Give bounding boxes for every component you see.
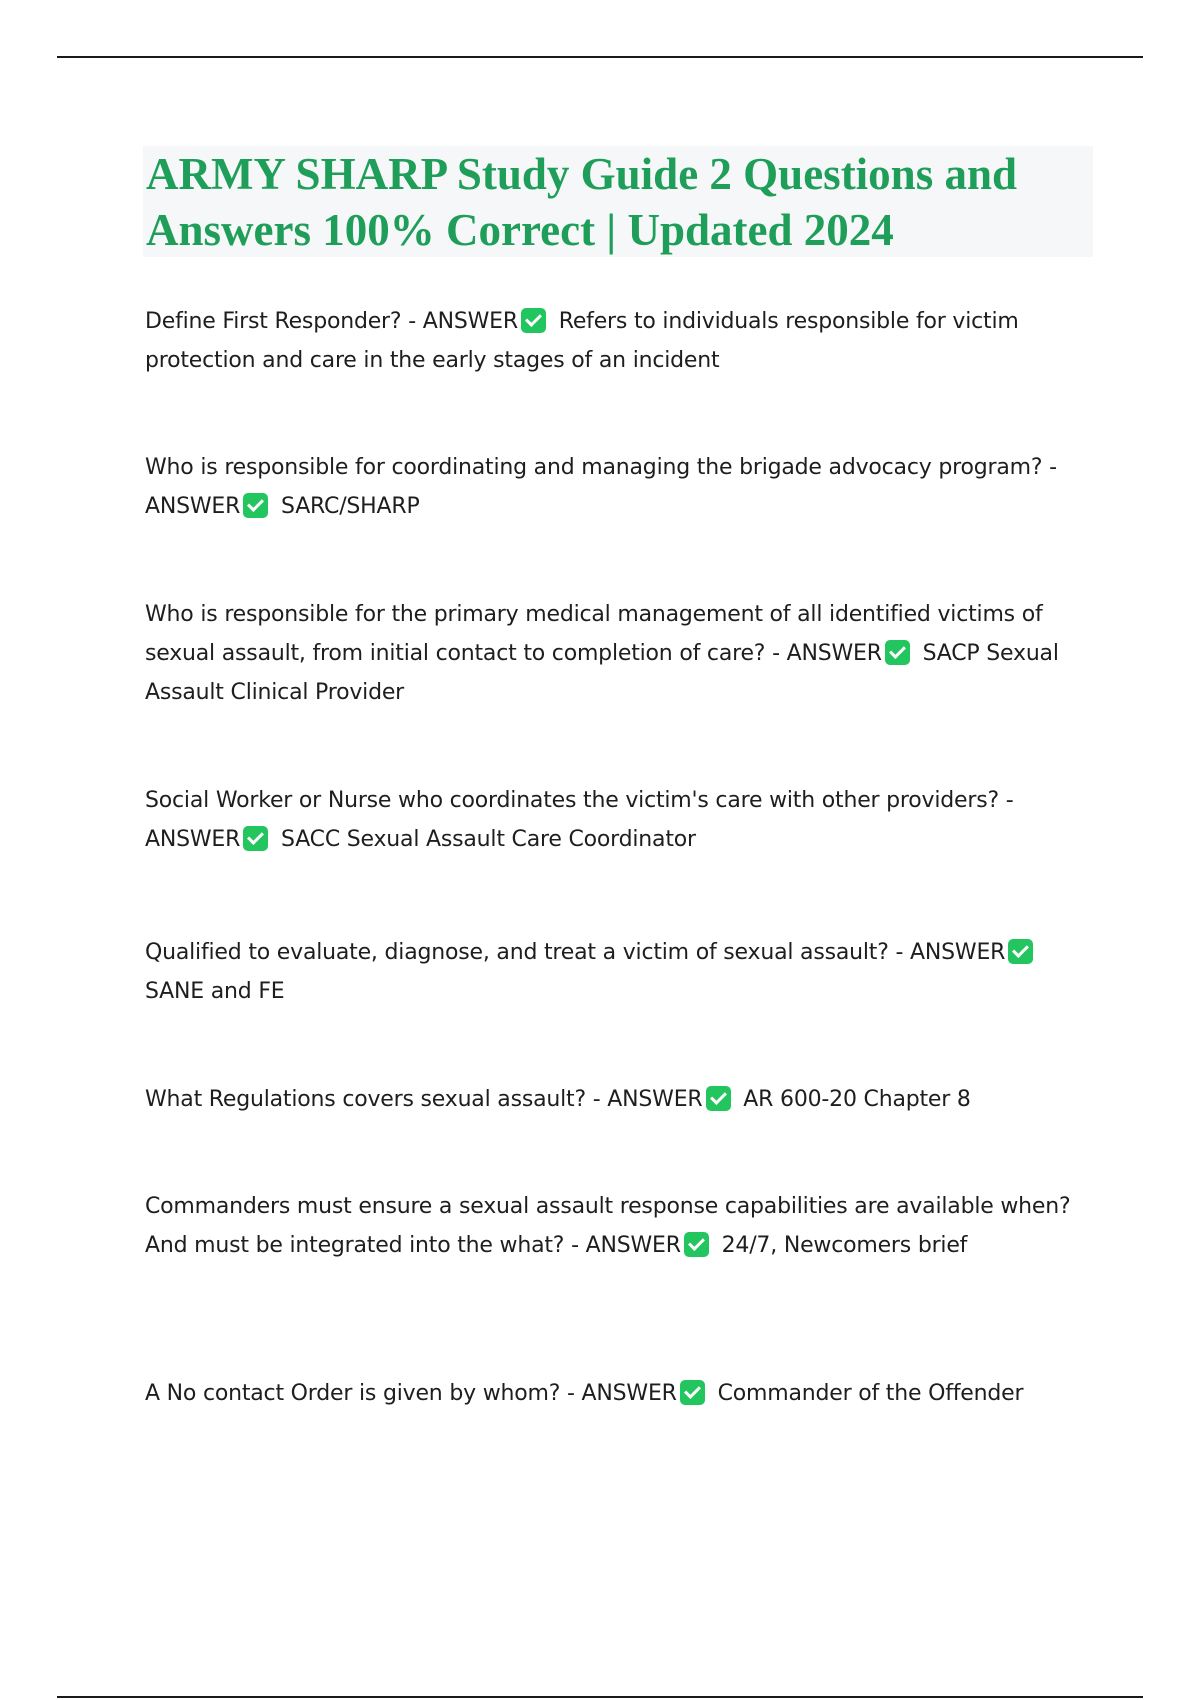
answer-marker: - ANSWER — [567, 1381, 677, 1406]
qa-item — [145, 448, 1095, 526]
answer-text: 24/7, Newcomers brief — [721, 1233, 968, 1258]
answer-text: SACC Sexual Assault Care Coordinator — [281, 827, 696, 852]
question-text: Who is responsible for coordinating and managing the brigade advocacy program? — [145, 455, 1043, 480]
answer-marker: - ANSWER — [145, 455, 1057, 519]
answer-text: Refers to individuals responsible for victim protection and care in the early stages of an incident — [145, 309, 1019, 373]
answer-marker: - ANSWER — [772, 641, 882, 666]
question-text: Who is responsible for the primary medical management of all identified victims of sexual assault, from initial contact to completion of care? — [145, 602, 1043, 666]
qa-item — [145, 1374, 1095, 1413]
checkmark-icon — [706, 1086, 731, 1111]
answer-text: SARC/SHARP — [281, 494, 420, 519]
qa-item — [145, 595, 1095, 712]
answer-text: AR 600-20 Chapter 8 — [743, 1087, 971, 1112]
question-text: Social Worker or Nurse who coordinates the victim's care with other providers? — [145, 788, 999, 813]
answer-text: SACP Sexual Assault Clinical Provider — [145, 641, 1059, 705]
checkmark-icon — [243, 493, 268, 518]
question-text: A No contact Order is given by whom? — [145, 1381, 561, 1406]
answer-marker: - ANSWER — [408, 309, 518, 334]
qa-item — [145, 302, 1095, 380]
checkmark-icon — [684, 1232, 709, 1257]
answer-text: Commander of the Offender — [717, 1381, 1024, 1406]
question-text: What Regulations covers sexual assault? — [145, 1087, 586, 1112]
answer-marker: - ANSWER — [895, 940, 1006, 965]
answer-marker: - ANSWER — [592, 1087, 703, 1112]
answer-marker: - ANSWER — [571, 1233, 681, 1258]
checkmark-icon — [1008, 939, 1033, 964]
answer-text: SANE and FE — [145, 979, 285, 1004]
checkmark-icon — [680, 1380, 705, 1405]
qa-item — [145, 781, 1095, 859]
checkmark-icon — [885, 640, 910, 665]
top-rule — [57, 56, 1143, 58]
bottom-rule — [57, 1696, 1143, 1698]
answer-marker: - ANSWER — [145, 788, 1014, 852]
checkmark-icon — [521, 308, 546, 333]
qa-item — [145, 1080, 1095, 1119]
document-title: ARMY SHARP Study Guide 2 Questions and Answers 100% Correct | Updated 2024 — [146, 149, 1018, 255]
question-text: Qualified to evaluate, diagnose, and treat a victim of sexual assault? — [145, 940, 889, 965]
question-text: Commanders must ensure a sexual assault response capabilities are available when? And must be integrated into the what? — [145, 1194, 1071, 1258]
title-banner — [143, 146, 1093, 257]
qa-item — [145, 1187, 1095, 1265]
checkmark-icon — [243, 826, 268, 851]
question-text: Define First Responder? — [145, 309, 402, 334]
qa-item — [145, 933, 1095, 1011]
